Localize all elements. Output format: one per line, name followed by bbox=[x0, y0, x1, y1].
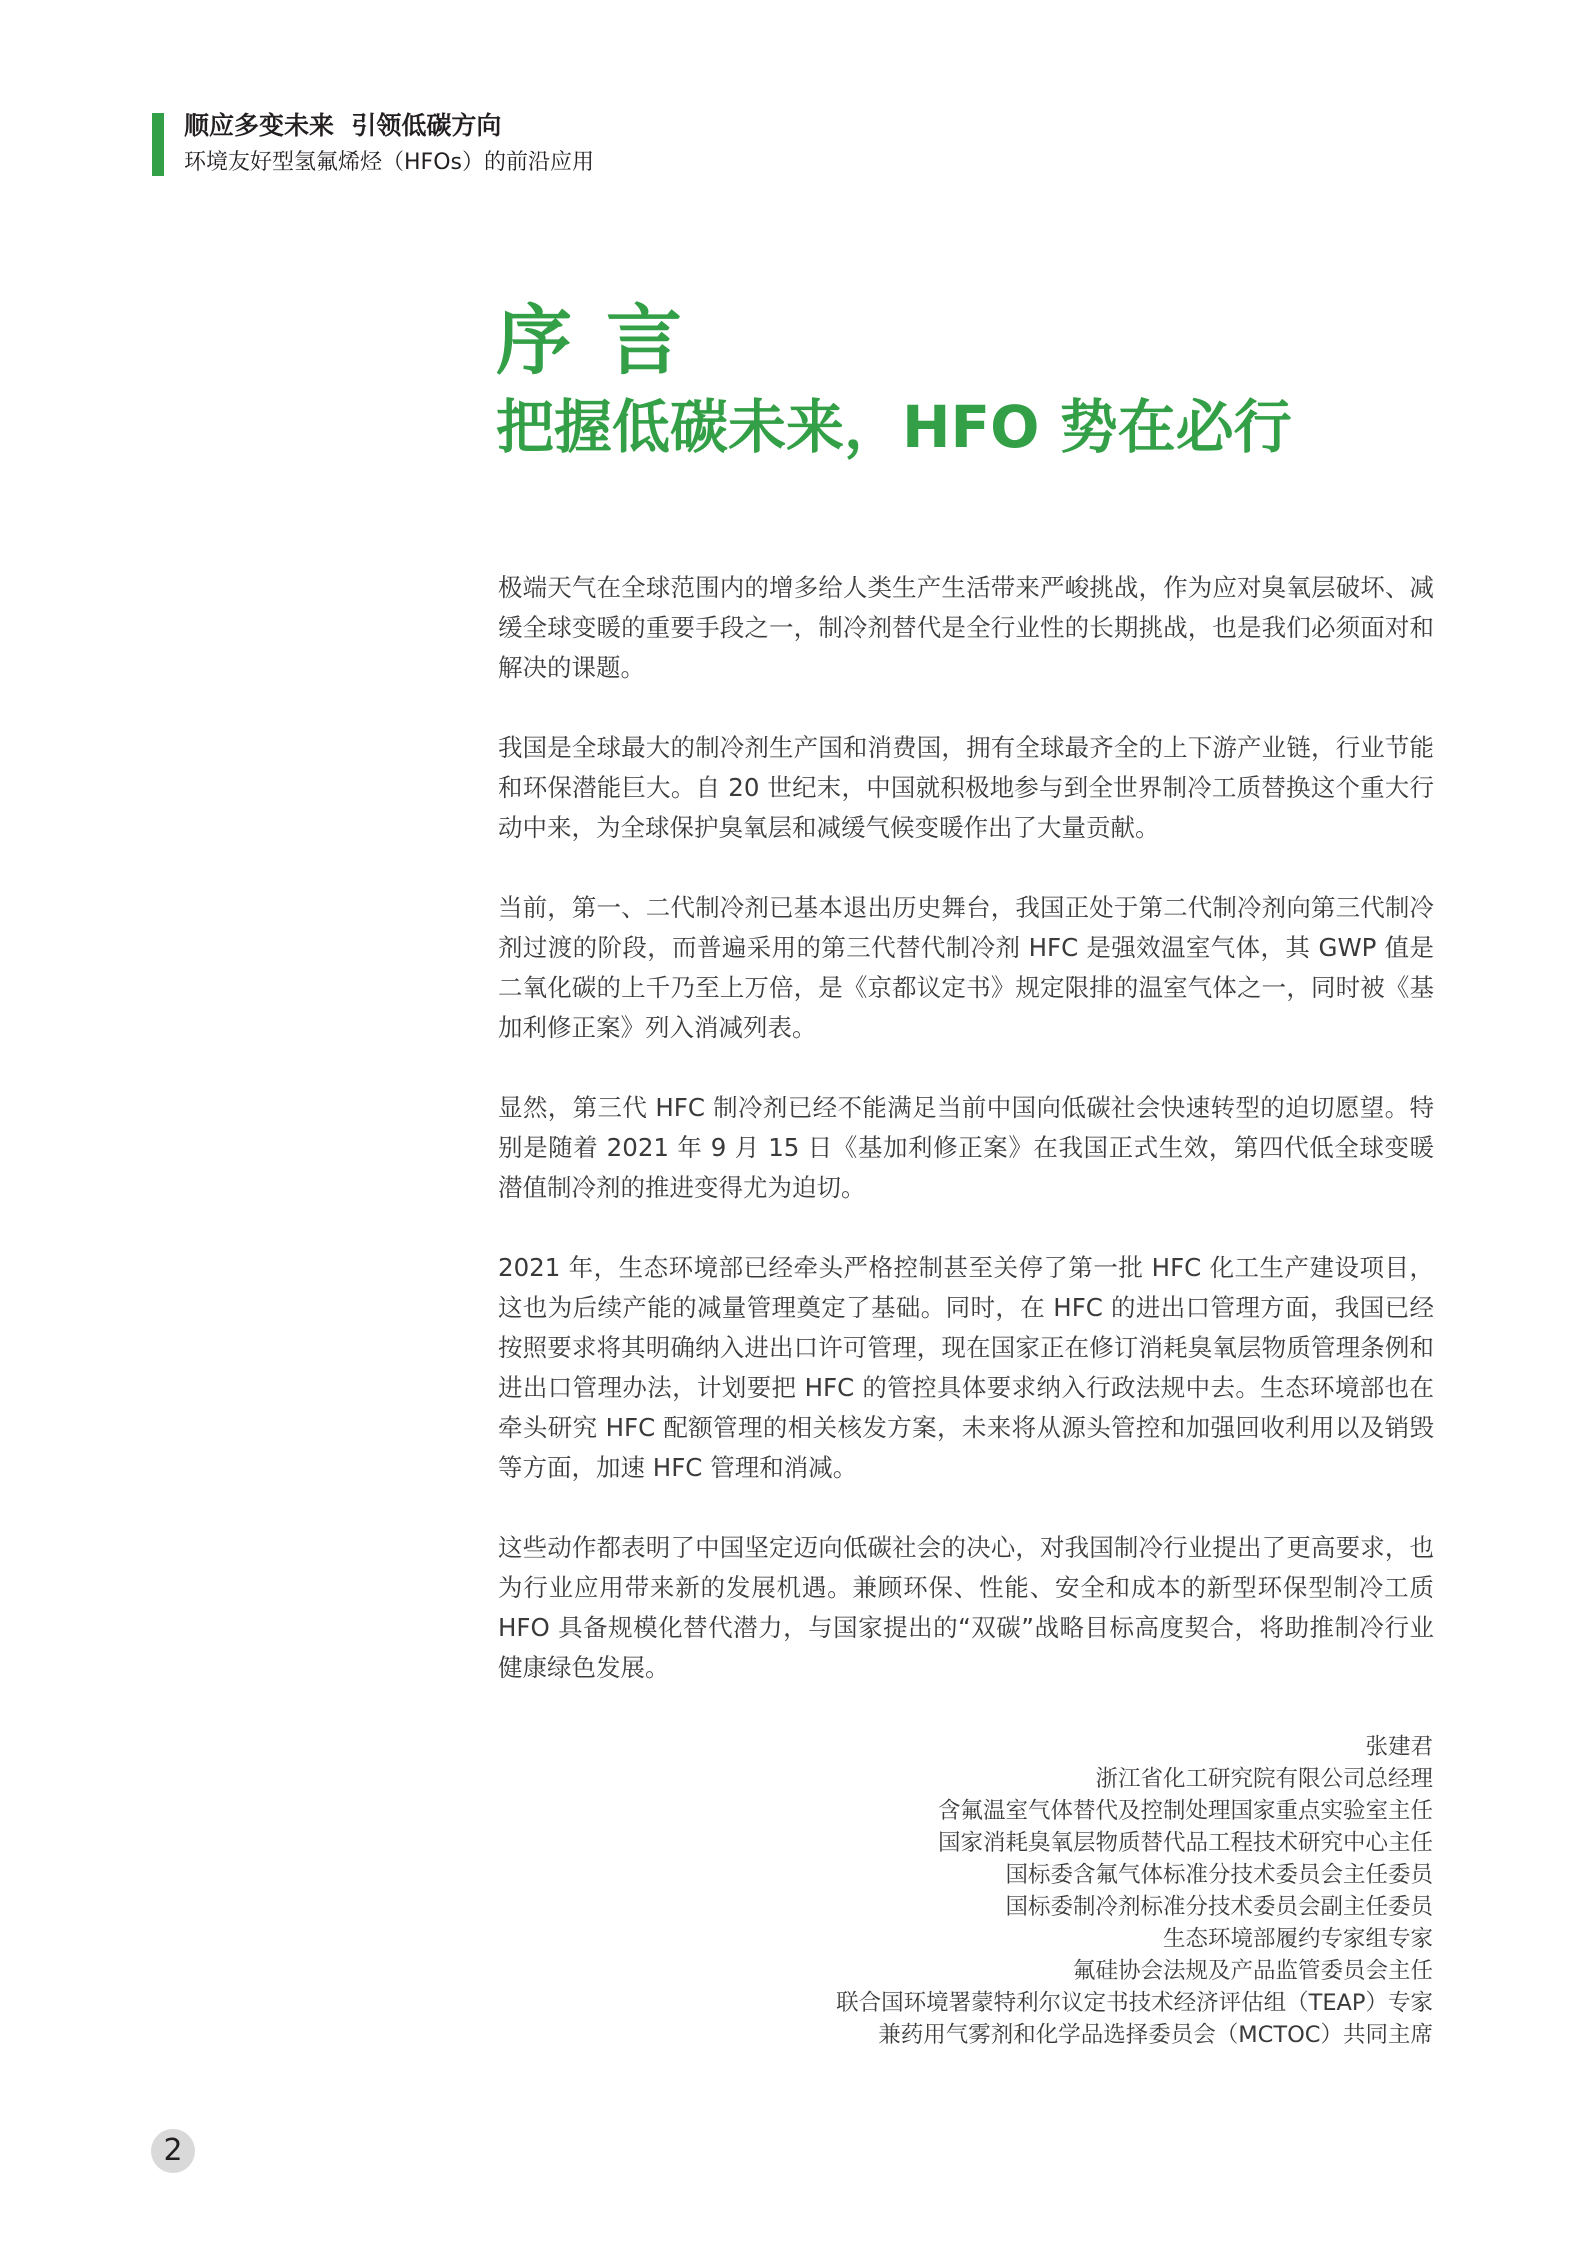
page-number: 2 bbox=[151, 2129, 195, 2173]
signature-block bbox=[836, 1731, 1433, 2051]
signature-line: 国标委制冷剂标准分技术委员会副主任委员 bbox=[1005, 1894, 1433, 1920]
signature-line: 浙江省化工研究院有限公司总经理 bbox=[1095, 1766, 1433, 1792]
signature-line: 生态环境部履约专家组专家 bbox=[1162, 1926, 1433, 1952]
page-title: 序言 bbox=[496, 296, 716, 385]
header-accent-bar bbox=[152, 113, 164, 176]
paragraph: 极端天气在全球范围内的增多给人类生产生活带来严峻挑战，作为应对臭氧层破坏、减缓全球变暖的重要手段之一，制冷剂替代是全行业性的长期挑战，也是我们必须面对和解决的课题。 bbox=[498, 573, 1434, 682]
signature-line: 联合国环境署蒙特利尔议定书技术经济评估组（TEAP）专家 bbox=[836, 1990, 1433, 2016]
paragraph: 这些动作都表明了中国坚定迈向低碳社会的决心，对我国制冷行业提出了更高要求，也为行业应用带来新的发展机遇。兼顾环保、性能、安全和成本的新型环保型制冷工质 HFO 具备规模化替代潜力，与国家提出的“双碳”战略目标高度契合，将助推制冷行业健康绿色发展。 bbox=[498, 1533, 1434, 1682]
signature-line: 国标委含氟气体标准分技术委员会主任委员 bbox=[1005, 1862, 1433, 1888]
page-subtitle: 把握低碳未来，HFO 势在必行 bbox=[496, 393, 1292, 461]
running-header-subtitle: 环境友好型氢氟烯烃（HFOs）的前沿应用 bbox=[184, 150, 594, 175]
signature-line: 含氟温室气体替代及控制处理国家重点实验室主任 bbox=[937, 1798, 1433, 1824]
signature-line: 兼药用气雾剂和化学品选择委员会（MCTOC）共同主席 bbox=[878, 2022, 1433, 2048]
signature-line: 氟硅协会法规及产品监管委员会主任 bbox=[1072, 1958, 1433, 1984]
paragraph: 显然，第三代 HFC 制冷剂已经不能满足当前中国向低碳社会快速转型的迫切愿望。特别是随着 2021 年 9 月 15 日《基加利修正案》在我国正式生效，第四代低全球变暖潜值制冷剂的推进变得尤为迫切。 bbox=[498, 1093, 1434, 1202]
signature-name: 张建君 bbox=[1365, 1734, 1433, 1760]
signature-line: 国家消耗臭氧层物质替代品工程技术研究中心主任 bbox=[937, 1830, 1433, 1856]
paragraph: 当前，第一、二代制冷剂已基本退出历史舞台，我国正处于第二代制冷剂向第三代制冷剂过渡的阶段，而普遍采用的第三代替代制冷剂 HFC 是强效温室气体，其 GWP 值是二氧化碳的上千乃至上万倍，是《京都议定书》规定限排的温室气体之一，同时被《基加利修正案》列入消减列表。 bbox=[498, 893, 1434, 1042]
paragraph: 2021 年，生态环境部已经牵头严格控制甚至关停了第一批 HFC 化工生产建设项目，这也为后续产能的减量管理奠定了基础。同时，在 HFC 的进出口管理方面，我国已经按照要求将其明确纳入进出口许可管理，现在国家正在修订消耗臭氧层物质管理条例和进出口管理办法，计划要把 HFC 的管控具体要求纳入行政法规中去。生态环境部也在牵头研究 HFC 配额管理的相关核发方案，未来将从源头管控和加强回收利用以及销毁等方面，加速 HFC 管理和消减。 bbox=[498, 1253, 1434, 1482]
body-text bbox=[498, 568, 1434, 1728]
running-header-title: 顺应多变未来 引领低碳方向 bbox=[184, 111, 502, 140]
paragraph: 我国是全球最大的制冷剂生产国和消费国，拥有全球最齐全的上下游产业链，行业节能和环保潜能巨大。自 20 世纪末，中国就积极地参与到全世界制冷工质替换这个重大行动中来，为全球保护臭氧层和减缓气候变暖作出了大量贡献。 bbox=[498, 733, 1434, 842]
